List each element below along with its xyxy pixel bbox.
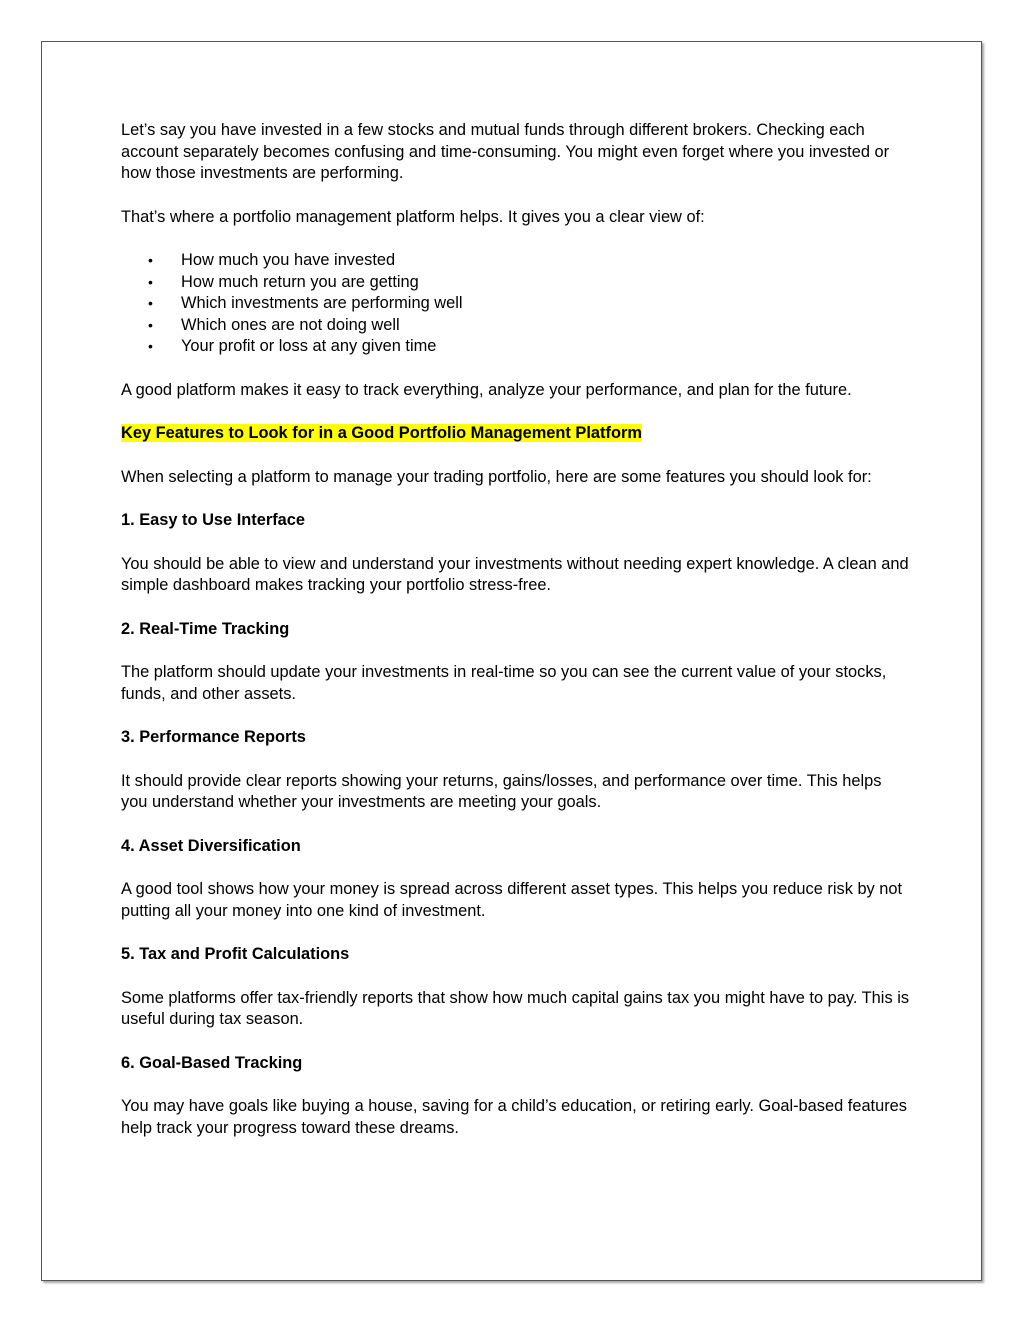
- feature-4-title: 4. Asset Diversification: [121, 836, 301, 855]
- key-features-heading: [121, 423, 911, 445]
- bullet-icon: •: [148, 295, 153, 311]
- bullet-icon: •: [148, 273, 153, 290]
- intro-paragraph-1: Let’s say you have invested in a few stocks and mutual funds through different brokers. Checking each account separately becomes confusing and time-consuming. You might even forget where you invested or how those investments are performing.: [121, 121, 890, 182]
- highlighted-heading-text: Key Features to Look for in a Good Portfolio Management Platform: [121, 424, 642, 442]
- feature-3-title: 3. Performance Reports: [121, 728, 306, 746]
- bullet-icon: •: [148, 338, 153, 354]
- feature-4-text: A good tool shows how your money is spread across different asset types. This helps you reduce risk by not putting all your money into one kind of investment.: [121, 880, 903, 920]
- list-item: [121, 293, 911, 315]
- feature-5-title: 5. Tax and Profit Calculations: [121, 945, 350, 963]
- feature-6-text: You may have goals like buying a house, saving for a child’s education, or retiring early. Goal-based features help track your progress toward these dreams.: [121, 1097, 907, 1137]
- key-features-intro: When selecting a platform to manage your trading portfolio, here are some features you should look for:: [121, 467, 872, 486]
- bullet-icon: •: [148, 252, 153, 268]
- feature-1-title: 1. Easy to Use Interface: [121, 511, 306, 529]
- list-item-text: Your profit or loss at any given time: [181, 337, 437, 355]
- list-item: [121, 272, 911, 294]
- document-body: [121, 120, 911, 1161]
- feature-1-text: You should be able to view and understand your investments without needing expert knowledge. A clean and simple dashboard makes tracking your portfolio stress-free.: [121, 554, 909, 594]
- list-item: [121, 315, 911, 337]
- list-item-text: How much return you are getting: [181, 272, 419, 291]
- list-item-text: Which investments are performing well: [181, 294, 463, 312]
- feature-6-title: 6. Goal-Based Tracking: [121, 1053, 303, 1072]
- list-item-text: Which ones are not doing well: [181, 315, 400, 334]
- feature-2-title: 2. Real-Time Tracking: [121, 619, 290, 638]
- feature-5-text: Some platforms offer tax-friendly reports that show how much capital gains tax you might have to pay. This is useful during tax season.: [121, 988, 910, 1028]
- intro-paragraph-2: That’s where a portfolio management platform helps. It gives you a clear view of:: [121, 207, 705, 226]
- feature-3-text: It should provide clear reports showing your returns, gains/losses, and performance over time. This helps you understand whether your investments are meeting your goals.: [121, 771, 882, 811]
- list-item-text: How much you have invested: [181, 251, 396, 269]
- list-item: [121, 250, 911, 272]
- after-list-paragraph: A good platform makes it easy to track everything, analyze your performance, and plan for the future.: [121, 380, 852, 399]
- feature-2-text: The platform should update your investments in real-time so you can see the current value of your stocks, funds, and other assets.: [121, 663, 887, 703]
- bullet-icon: •: [148, 316, 153, 333]
- list-item: [121, 336, 911, 358]
- benefits-list: [121, 250, 911, 358]
